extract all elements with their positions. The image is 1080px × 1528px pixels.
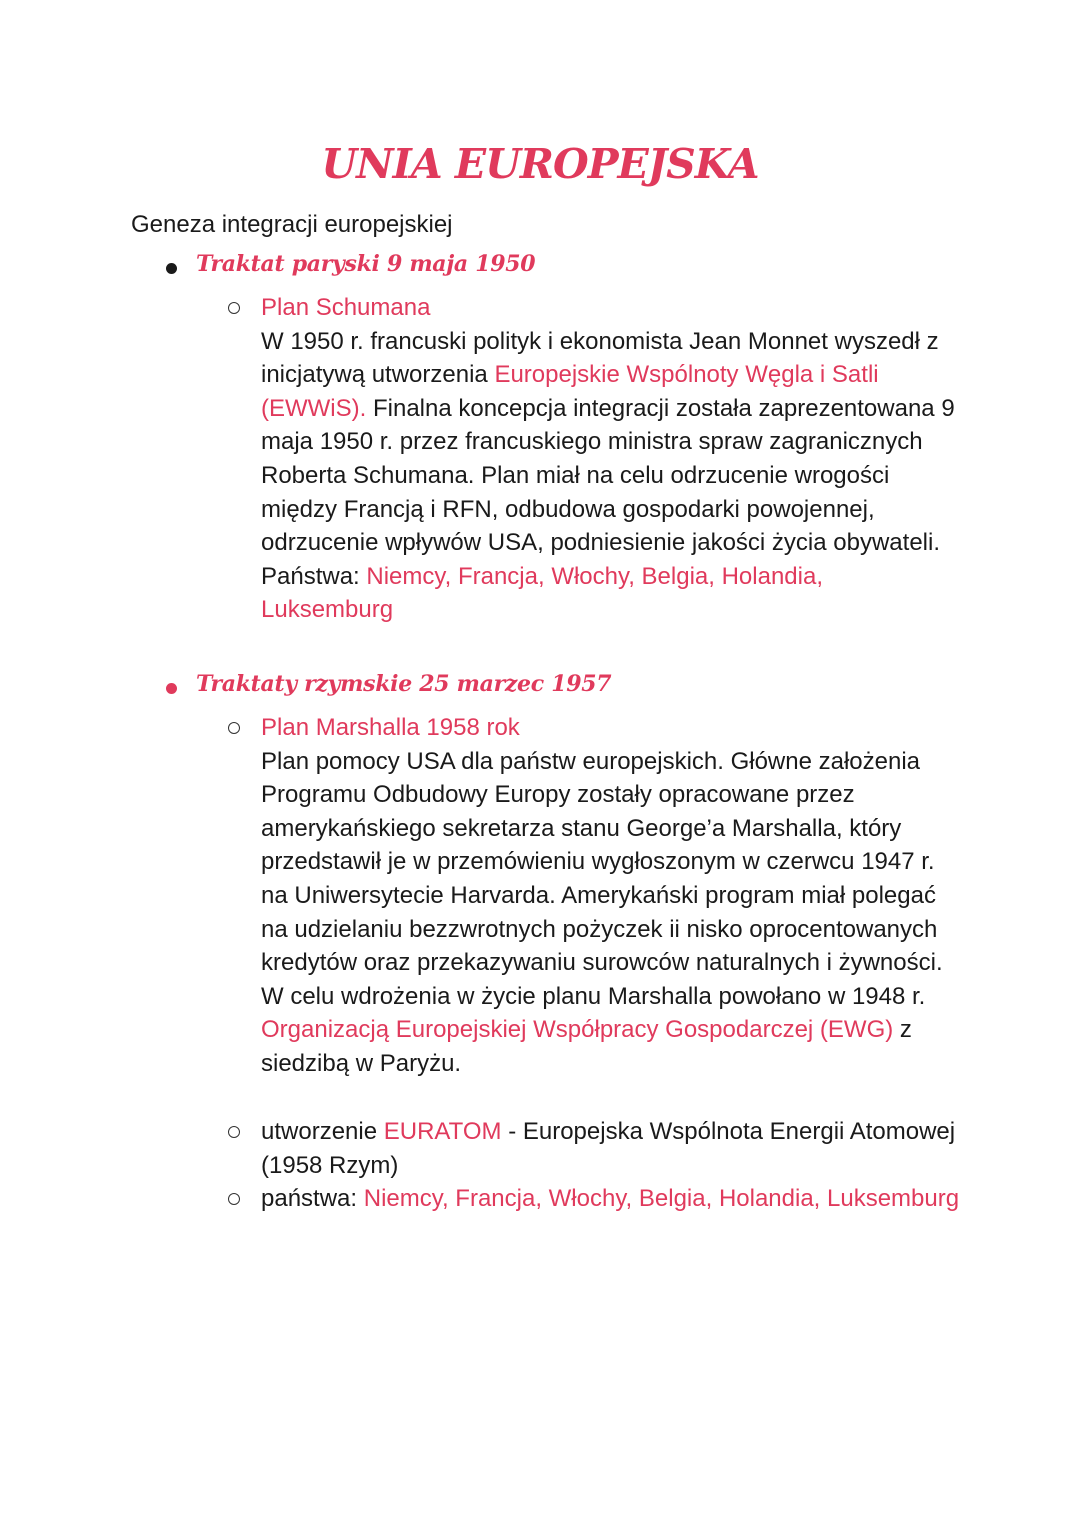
subtitle: Geneza integracji europejskiej [131, 211, 453, 238]
countries-line [261, 560, 961, 627]
item-euratom [261, 1115, 961, 1182]
panstwa-list: Niemcy, Francja, Włochy, Belgia, Holandia, Luksemburg [363, 1185, 960, 1212]
euratom-prefix: utworzenie [261, 1118, 384, 1145]
bullet-dot-icon [166, 683, 177, 694]
circle-bullet-icon [228, 302, 240, 314]
item-plan-marshalla [261, 711, 961, 1081]
euratom-highlight: EURATOM [383, 1118, 502, 1145]
item-title: Plan Schumana [261, 294, 431, 321]
item-title: Plan Marshalla 1958 rok [261, 714, 520, 741]
page-title: UNIA EUROPEJSKA [321, 140, 759, 188]
item-plan-schumana [261, 291, 961, 627]
section-heading-rome: Traktaty rzymskie 25 marzec 1957 [196, 671, 612, 697]
paragraph-text: Plan pomocy USA dla państw europejskich. Główne założenia Programu Odbudowy Europy zostały opracowane przez amerykańskiego sekretarza stanu George’a Marshalla, który przedstawił je w przemówieniu wygłoszonym w czerwcu 1947 r. na Uniwersytecie Harvarda. Amerykański program miał polegać na udzielaniu bezzwrotnych pożyczek ii nisko oprocentowanych kredytów oraz przekazywaniu surowców naturalnych i żywności. W celu wdrożenia w życie planu Marshalla powołano w 1948 r. [261, 747, 943, 1010]
item-paragraph [261, 325, 961, 560]
highlight-text: Organizacją Europejskiej Współpracy Gospodarczej (EWG) [261, 1016, 894, 1044]
section-heading-paris: Traktat paryski 9 maja 1950 [196, 251, 536, 277]
circle-bullet-icon [228, 1126, 240, 1138]
countries-label: Państwa: [261, 562, 367, 590]
panstwa-prefix: państwa: [261, 1185, 364, 1212]
highlight-text: Europejskie Wspólnoty Węgla i Satli (EWWiS). [261, 361, 879, 422]
euratom-rest: - Europejska Wspólnota Energii Atomowej (1958 Rzym) [261, 1118, 956, 1179]
bullet-dot-icon [166, 263, 177, 274]
item-paragraph [261, 745, 961, 1081]
paragraph-text-rest: Finalna koncepcja integracji została zaprezentowana 9 maja 1950 r. przez francuskiego ministra spraw zagranicznych Roberta Schumana. Plan miał na celu odrzucenie wrogości między Francją i RFN, odbudowa gospodarki powojennej, odrzucenie wpływów USA, podniesienie jakości życia obywateli. [261, 394, 955, 557]
paragraph-text: W 1950 r. francuski polityk i ekonomista Jean Monnet wyszedł z inicjatywą utworzenia [261, 327, 939, 389]
circle-bullet-icon [228, 722, 240, 734]
circle-bullet-icon [228, 1193, 240, 1205]
item-panstwa [261, 1182, 961, 1216]
paragraph-text-rest: z siedzibą w Paryżu. [261, 1016, 912, 1077]
countries-list: Niemcy, Francja, Włochy, Belgia, Holandia, Luksemburg [261, 562, 823, 624]
